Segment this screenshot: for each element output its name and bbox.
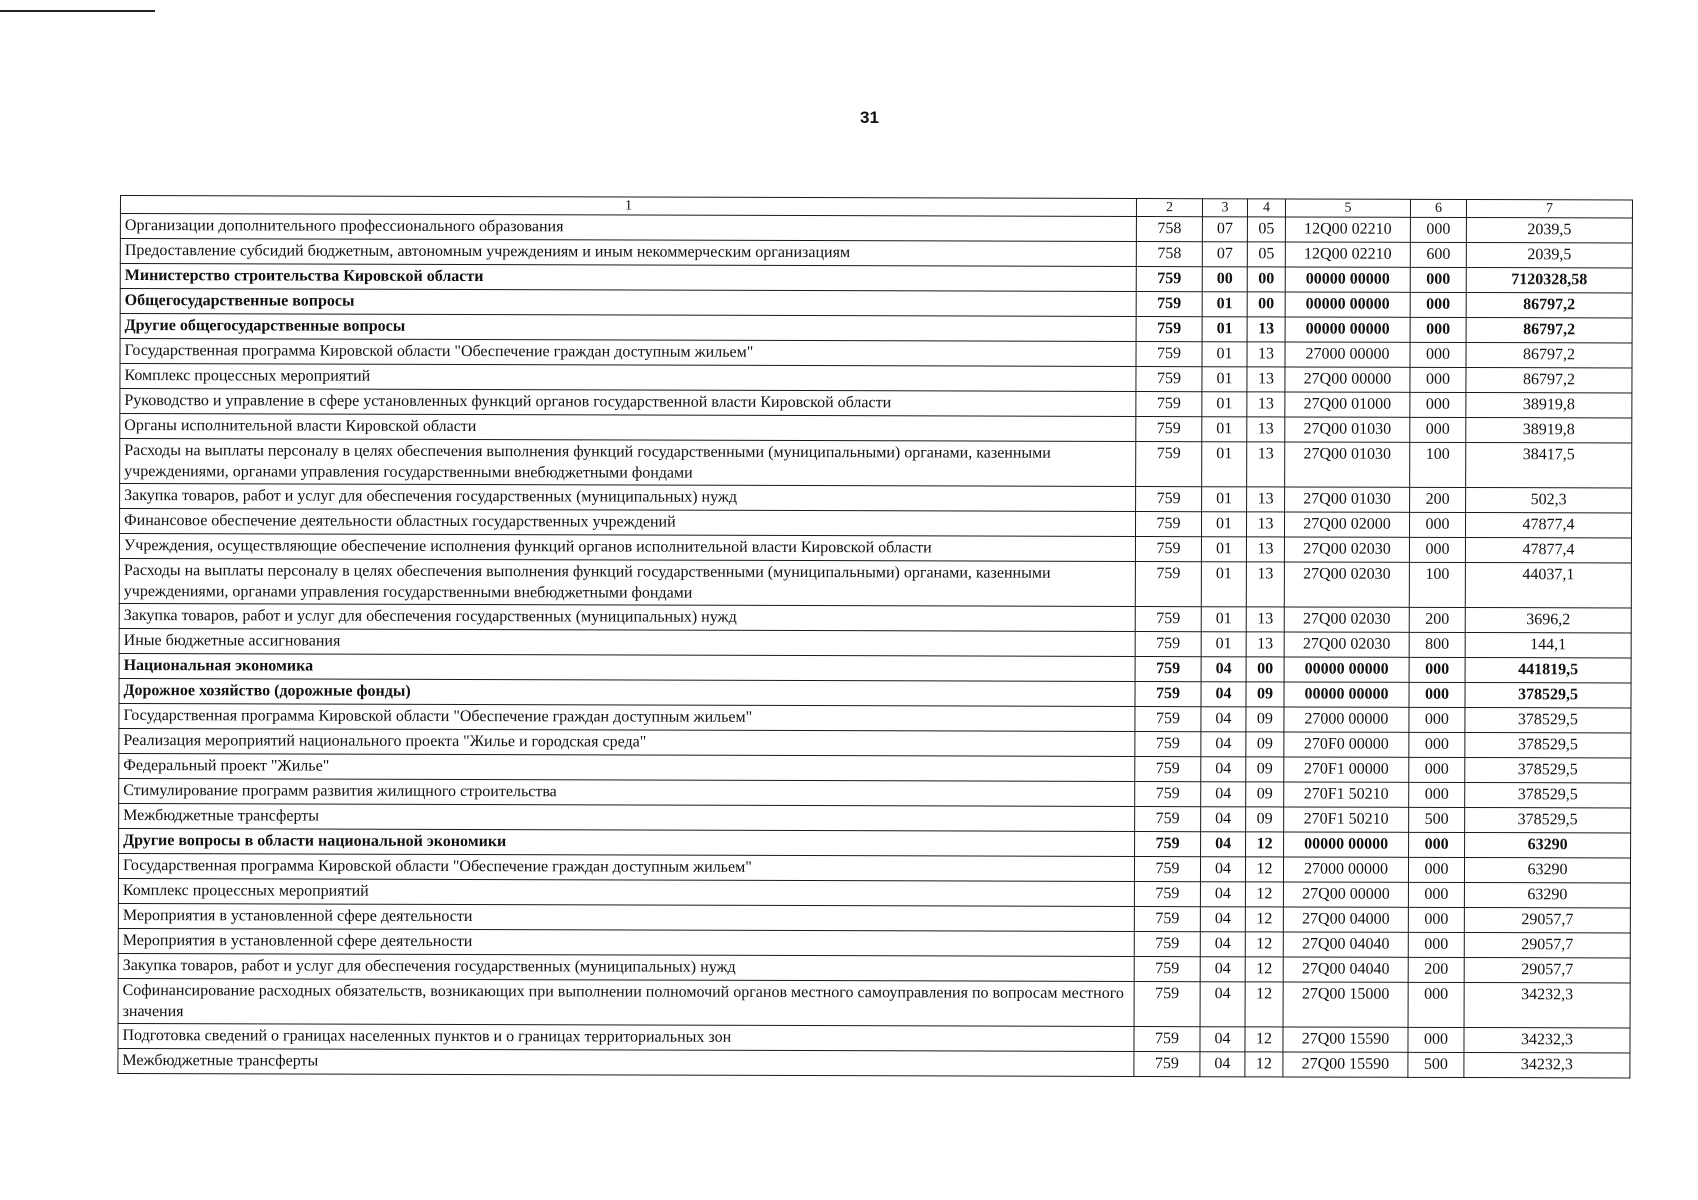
item-name-cell: Комплекс процессных мероприятий <box>120 364 1136 392</box>
item-name-cell: Государственная программа Кировской области "Обеспечение граждан доступным жильем" <box>119 703 1135 731</box>
budget-table <box>117 195 1633 1078</box>
department-code-cell: 759 <box>1136 392 1202 417</box>
expense-type-cell: 100 <box>1409 562 1465 607</box>
section-code-cell: 04 <box>1201 707 1246 732</box>
subsection-code-cell: 09 <box>1246 732 1284 757</box>
section-code-cell: 01 <box>1202 442 1247 487</box>
expense-type-cell: 800 <box>1409 632 1465 657</box>
amount-cell: 378529,5 <box>1465 682 1631 707</box>
amount-cell: 441819,5 <box>1465 657 1631 682</box>
item-name-cell: Финансовое обеспечение деятельности областных государственных учреждений <box>119 509 1135 537</box>
section-code-cell: 04 <box>1201 657 1246 682</box>
section-code-cell: 04 <box>1201 757 1246 782</box>
expense-type-cell: 000 <box>1410 342 1466 367</box>
department-code-cell: 759 <box>1134 1027 1200 1052</box>
expense-type-cell: 000 <box>1410 367 1466 392</box>
department-code-cell: 759 <box>1136 267 1202 292</box>
item-name-cell: Реализация мероприятий национального проекта "Жилье и городская среда" <box>119 728 1135 756</box>
section-code-cell: 04 <box>1200 957 1245 982</box>
target-article-cell: 27Q00 01030 <box>1285 417 1410 442</box>
header-cell-4: 4 <box>1247 199 1285 217</box>
item-name-cell: Государственная программа Кировской области "Обеспечение граждан доступным жильем" <box>120 339 1136 367</box>
item-name-cell: Предоставление субсидий бюджетным, автономным учреждениям и иным некоммерческим организациям <box>120 239 1136 267</box>
expense-type-cell: 000 <box>1409 757 1465 782</box>
amount-cell: 378529,5 <box>1465 707 1631 732</box>
item-name-cell: Руководство и управление в сфере установленных функций органов государственной власти Кировской области <box>120 389 1136 417</box>
department-code-cell: 759 <box>1135 562 1201 607</box>
header-cell-6: 6 <box>1410 199 1466 217</box>
amount-cell: 38417,5 <box>1466 442 1632 487</box>
item-name-cell: Подготовка сведений о границах населенных пунктов и о границах территориальных зон <box>118 1023 1134 1051</box>
section-code-cell: 04 <box>1200 1052 1245 1077</box>
expense-type-cell: 000 <box>1410 292 1466 317</box>
table-body <box>118 214 1633 1078</box>
subsection-code-cell: 13 <box>1247 417 1285 442</box>
amount-cell: 86797,2 <box>1466 342 1632 367</box>
department-code-cell: 758 <box>1136 217 1202 242</box>
amount-cell: 29057,7 <box>1464 932 1630 957</box>
expense-type-cell: 000 <box>1410 417 1466 442</box>
amount-cell: 34232,3 <box>1464 982 1630 1027</box>
department-code-cell: 759 <box>1136 487 1202 512</box>
scan-edge-line <box>0 10 155 12</box>
subsection-code-cell: 09 <box>1246 757 1284 782</box>
department-code-cell: 759 <box>1135 807 1201 832</box>
expense-type-cell: 000 <box>1409 832 1465 857</box>
department-code-cell: 759 <box>1135 782 1201 807</box>
target-article-cell: 00000 00000 <box>1284 832 1409 857</box>
department-code-cell: 759 <box>1135 512 1201 537</box>
department-code-cell: 759 <box>1136 367 1202 392</box>
expense-type-cell: 000 <box>1408 1027 1464 1052</box>
item-name-cell: Другие вопросы в области национальной экономики <box>119 828 1135 856</box>
section-code-cell: 01 <box>1202 392 1247 417</box>
amount-cell: 378529,5 <box>1465 782 1631 807</box>
item-name-cell: Межбюджетные трансферты <box>119 803 1135 831</box>
target-article-cell: 27Q00 02030 <box>1284 562 1409 607</box>
item-name-cell: Иные бюджетные ассигнования <box>119 628 1135 656</box>
table-row <box>118 1048 1630 1077</box>
subsection-code-cell: 09 <box>1246 782 1284 807</box>
section-code-cell: 01 <box>1202 367 1247 392</box>
header-cell-7: 7 <box>1466 199 1632 217</box>
target-article-cell: 27Q00 15590 <box>1283 1052 1408 1077</box>
target-article-cell: 00000 00000 <box>1284 657 1409 682</box>
expense-type-cell: 000 <box>1408 882 1464 907</box>
section-code-cell: 07 <box>1202 217 1247 242</box>
target-article-cell: 27000 00000 <box>1285 342 1410 367</box>
target-article-cell: 27Q00 01000 <box>1285 392 1410 417</box>
item-name-cell: Комплекс процессных мероприятий <box>118 878 1134 906</box>
item-name-cell: Мероприятия в установленной сфере деятельности <box>118 928 1134 956</box>
amount-cell: 378529,5 <box>1465 732 1631 757</box>
amount-cell: 44037,1 <box>1465 562 1631 607</box>
amount-cell: 2039,5 <box>1466 242 1632 267</box>
target-article-cell: 00000 00000 <box>1285 317 1410 342</box>
item-name-cell: Учреждения, осуществляющие обеспечение исполнения функций органов исполнительной власти Кировской области <box>119 534 1135 562</box>
target-article-cell: 27Q00 04000 <box>1283 907 1408 932</box>
section-code-cell: 01 <box>1202 317 1247 342</box>
expense-type-cell: 000 <box>1409 732 1465 757</box>
subsection-code-cell: 13 <box>1247 317 1285 342</box>
target-article-cell: 27Q00 02000 <box>1284 512 1409 537</box>
expense-type-cell: 000 <box>1410 392 1466 417</box>
target-article-cell: 270F1 50210 <box>1284 807 1409 832</box>
department-code-cell: 759 <box>1134 932 1200 957</box>
section-code-cell: 07 <box>1202 242 1247 267</box>
amount-cell: 47877,4 <box>1465 537 1631 562</box>
expense-type-cell: 200 <box>1408 957 1464 982</box>
subsection-code-cell: 12 <box>1245 907 1283 932</box>
item-name-cell: Другие общегосударственные вопросы <box>120 314 1136 342</box>
target-article-cell: 270F1 50210 <box>1284 782 1409 807</box>
department-code-cell: 759 <box>1134 957 1200 982</box>
target-article-cell: 00000 00000 <box>1284 682 1409 707</box>
target-article-cell: 27Q00 00000 <box>1285 367 1410 392</box>
amount-cell: 63290 <box>1464 882 1630 907</box>
department-code-cell: 759 <box>1136 292 1202 317</box>
subsection-code-cell: 12 <box>1245 1027 1283 1052</box>
department-code-cell: 759 <box>1135 757 1201 782</box>
department-code-cell: 759 <box>1135 632 1201 657</box>
item-name-cell: Расходы на выплаты персоналу в целях обеспечения выполнения функций государственными (муниципальными) органами, казенными учреждениями, органами управления государственными внебюджетными фондами <box>119 558 1135 606</box>
table-row <box>119 558 1631 607</box>
target-article-cell: 27Q00 01030 <box>1285 442 1410 487</box>
subsection-code-cell: 09 <box>1246 707 1284 732</box>
item-name-cell: Дорожное хозяйство (дорожные фонды) <box>119 678 1135 706</box>
header-cell-2: 2 <box>1136 199 1202 217</box>
section-code-cell: 04 <box>1200 982 1245 1027</box>
subsection-code-cell: 00 <box>1247 267 1285 292</box>
amount-cell: 7120328,58 <box>1466 267 1632 292</box>
amount-cell: 29057,7 <box>1464 957 1630 982</box>
expense-type-cell: 000 <box>1409 682 1465 707</box>
section-code-cell: 01 <box>1202 487 1247 512</box>
subsection-code-cell: 13 <box>1247 442 1285 487</box>
target-article-cell: 00000 00000 <box>1285 267 1410 292</box>
target-article-cell: 27000 00000 <box>1284 707 1409 732</box>
target-article-cell: 27Q00 02030 <box>1284 537 1409 562</box>
subsection-code-cell: 12 <box>1245 957 1283 982</box>
department-code-cell: 759 <box>1136 442 1202 487</box>
target-article-cell: 27Q00 04040 <box>1283 932 1408 957</box>
section-code-cell: 01 <box>1202 342 1247 367</box>
subsection-code-cell: 13 <box>1246 632 1284 657</box>
amount-cell: 144,1 <box>1465 632 1631 657</box>
department-code-cell: 759 <box>1135 732 1201 757</box>
expense-type-cell: 100 <box>1410 442 1466 487</box>
amount-cell: 86797,2 <box>1466 292 1632 317</box>
section-code-cell: 04 <box>1200 1027 1245 1052</box>
item-name-cell: Федеральный проект "Жилье" <box>119 753 1135 781</box>
department-code-cell: 759 <box>1136 417 1202 442</box>
expense-type-cell: 500 <box>1408 1052 1464 1077</box>
target-article-cell: 27000 00000 <box>1283 857 1408 882</box>
department-code-cell: 758 <box>1136 242 1202 267</box>
subsection-code-cell: 13 <box>1246 607 1284 632</box>
item-name-cell: Закупка товаров, работ и услуг для обеспечения государственных (муниципальных) нужд <box>120 484 1136 512</box>
section-code-cell: 04 <box>1200 857 1245 882</box>
target-article-cell: 27Q00 04040 <box>1283 957 1408 982</box>
subsection-code-cell: 13 <box>1247 392 1285 417</box>
expense-type-cell: 000 <box>1408 982 1464 1027</box>
item-name-cell: Межбюджетные трансферты <box>118 1048 1134 1076</box>
section-code-cell: 01 <box>1202 292 1247 317</box>
subsection-code-cell: 13 <box>1246 512 1284 537</box>
amount-cell: 2039,5 <box>1466 217 1632 242</box>
amount-cell: 86797,2 <box>1466 367 1632 392</box>
expense-type-cell: 000 <box>1410 317 1466 342</box>
amount-cell: 47877,4 <box>1465 512 1631 537</box>
table-row <box>120 439 1632 488</box>
department-code-cell: 759 <box>1136 342 1202 367</box>
department-code-cell: 759 <box>1134 857 1200 882</box>
item-name-cell: Расходы на выплаты персоналу в целях обеспечения выполнения функций государственными (муниципальными) органами, казенными учреждениями, органами управления государственными внебюджетными фондами <box>120 439 1136 487</box>
amount-cell: 38919,8 <box>1466 417 1632 442</box>
header-cell-1: 1 <box>120 196 1136 217</box>
subsection-code-cell: 12 <box>1245 1052 1283 1077</box>
item-name-cell: Закупка товаров, работ и услуг для обеспечения государственных (муниципальных) нужд <box>118 953 1134 981</box>
item-name-cell: Стимулирование программ развития жилищного строительства <box>119 778 1135 806</box>
department-code-cell: 759 <box>1134 907 1200 932</box>
expense-type-cell: 000 <box>1410 217 1466 242</box>
department-code-cell: 759 <box>1134 1052 1200 1077</box>
item-name-cell: Мероприятия в установленной сфере деятельности <box>118 903 1134 931</box>
header-cell-3: 3 <box>1202 199 1247 217</box>
target-article-cell: 270F1 00000 <box>1284 757 1409 782</box>
section-code-cell: 04 <box>1200 907 1245 932</box>
amount-cell: 86797,2 <box>1466 317 1632 342</box>
section-code-cell: 01 <box>1201 512 1246 537</box>
expense-type-cell: 000 <box>1408 907 1464 932</box>
target-article-cell: 27Q00 01030 <box>1285 487 1410 512</box>
subsection-code-cell: 05 <box>1247 242 1285 267</box>
subsection-code-cell: 09 <box>1246 682 1284 707</box>
expense-type-cell: 000 <box>1409 707 1465 732</box>
department-code-cell: 759 <box>1135 657 1201 682</box>
item-name-cell: Общегосударственные вопросы <box>120 289 1136 317</box>
amount-cell: 38919,8 <box>1466 392 1632 417</box>
section-code-cell: 04 <box>1200 882 1245 907</box>
department-code-cell: 759 <box>1135 707 1201 732</box>
section-code-cell: 04 <box>1201 682 1246 707</box>
department-code-cell: 759 <box>1134 982 1200 1027</box>
section-code-cell: 04 <box>1201 782 1246 807</box>
amount-cell: 378529,5 <box>1465 757 1631 782</box>
subsection-code-cell: 12 <box>1246 832 1284 857</box>
subsection-code-cell: 13 <box>1247 367 1285 392</box>
section-code-cell: 01 <box>1201 537 1246 562</box>
subsection-code-cell: 00 <box>1247 292 1285 317</box>
subsection-code-cell: 13 <box>1246 537 1284 562</box>
amount-cell: 378529,5 <box>1465 807 1631 832</box>
subsection-code-cell: 09 <box>1246 807 1284 832</box>
subsection-code-cell: 13 <box>1247 487 1285 512</box>
expense-type-cell: 000 <box>1409 512 1465 537</box>
table-row <box>118 978 1630 1027</box>
target-article-cell: 270F0 00000 <box>1284 732 1409 757</box>
target-article-cell: 27Q00 02030 <box>1284 632 1409 657</box>
amount-cell: 29057,7 <box>1464 907 1630 932</box>
amount-cell: 502,3 <box>1466 487 1632 512</box>
item-name-cell: Министерство строительства Кировской области <box>120 264 1136 292</box>
section-code-cell: 04 <box>1201 732 1246 757</box>
subsection-code-cell: 12 <box>1245 982 1283 1027</box>
section-code-cell: 04 <box>1200 932 1245 957</box>
department-code-cell: 759 <box>1135 537 1201 562</box>
target-article-cell: 27Q00 15000 <box>1283 982 1408 1027</box>
target-article-cell: 12Q00 02210 <box>1285 217 1410 242</box>
department-code-cell: 759 <box>1135 607 1201 632</box>
subsection-code-cell: 12 <box>1245 932 1283 957</box>
target-article-cell: 27Q00 00000 <box>1283 882 1408 907</box>
amount-cell: 34232,3 <box>1464 1027 1630 1052</box>
expense-type-cell: 200 <box>1409 607 1465 632</box>
subsection-code-cell: 12 <box>1245 882 1283 907</box>
department-code-cell: 759 <box>1135 832 1201 857</box>
item-name-cell: Органы исполнительной власти Кировской области <box>120 414 1136 442</box>
amount-cell: 63290 <box>1465 832 1631 857</box>
subsection-code-cell: 05 <box>1247 217 1285 242</box>
subsection-code-cell: 13 <box>1247 342 1285 367</box>
department-code-cell: 759 <box>1134 882 1200 907</box>
item-name-cell: Государственная программа Кировской области "Обеспечение граждан доступным жильем" <box>118 853 1134 881</box>
target-article-cell: 00000 00000 <box>1285 292 1410 317</box>
target-article-cell: 12Q00 02210 <box>1285 242 1410 267</box>
section-code-cell: 01 <box>1201 607 1246 632</box>
section-code-cell: 04 <box>1201 832 1246 857</box>
expense-type-cell: 000 <box>1408 857 1464 882</box>
section-code-cell: 01 <box>1201 562 1246 607</box>
section-code-cell: 04 <box>1201 807 1246 832</box>
department-code-cell: 759 <box>1135 682 1201 707</box>
amount-cell: 3696,2 <box>1465 607 1631 632</box>
subsection-code-cell: 00 <box>1246 657 1284 682</box>
target-article-cell: 27Q00 15590 <box>1283 1027 1408 1052</box>
expense-type-cell: 600 <box>1410 242 1466 267</box>
expense-type-cell: 000 <box>1408 932 1464 957</box>
page-number: 31 <box>860 108 879 127</box>
department-code-cell: 759 <box>1136 317 1202 342</box>
expense-type-cell: 000 <box>1409 537 1465 562</box>
section-code-cell: 01 <box>1202 417 1247 442</box>
item-name-cell: Национальная экономика <box>119 653 1135 681</box>
header-cell-5: 5 <box>1285 199 1410 217</box>
section-code-cell: 01 <box>1201 632 1246 657</box>
amount-cell: 34232,3 <box>1464 1052 1630 1077</box>
expense-type-cell: 000 <box>1409 782 1465 807</box>
expense-type-cell: 200 <box>1410 487 1466 512</box>
item-name-cell: Софинансирование расходных обязательств, возникающих при выполнении полномочий органов местного самоуправления по вопросам местного значения <box>118 978 1134 1026</box>
subsection-code-cell: 13 <box>1246 562 1284 607</box>
item-name-cell: Организации дополнительного профессионального образования <box>120 214 1136 242</box>
target-article-cell: 27Q00 02030 <box>1284 607 1409 632</box>
item-name-cell: Закупка товаров, работ и услуг для обеспечения государственных (муниципальных) нужд <box>119 603 1135 631</box>
expense-type-cell: 000 <box>1410 267 1466 292</box>
expense-type-cell: 000 <box>1409 657 1465 682</box>
section-code-cell: 00 <box>1202 267 1247 292</box>
subsection-code-cell: 12 <box>1245 857 1283 882</box>
amount-cell: 63290 <box>1464 857 1630 882</box>
expense-type-cell: 500 <box>1409 807 1465 832</box>
